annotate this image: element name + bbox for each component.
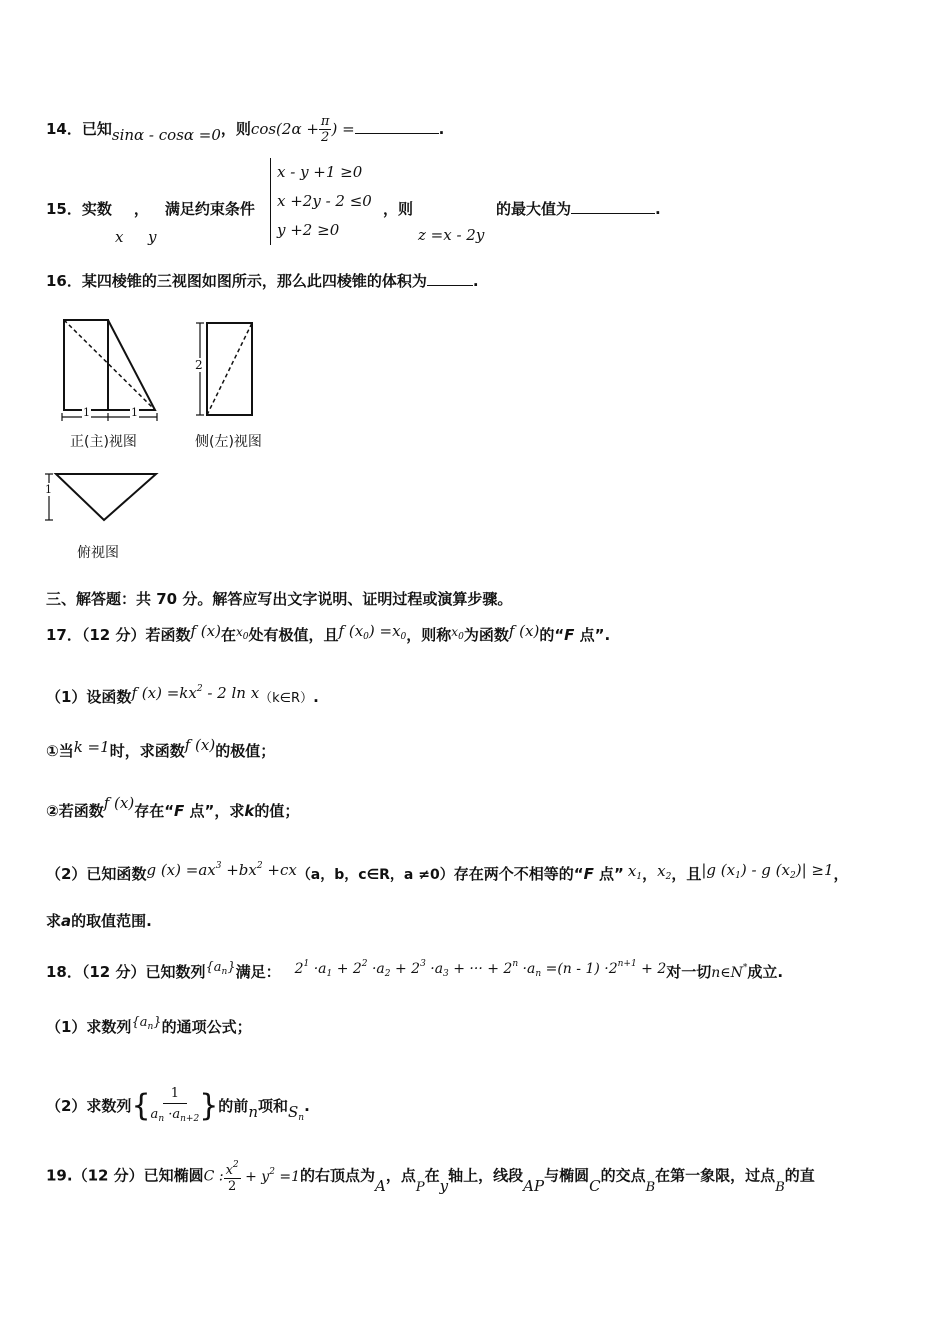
q17-p3: 处有极值，且 xyxy=(248,626,339,644)
q17-c2-b: 存在“ xyxy=(134,802,175,820)
q15-target: z =x - 2y xyxy=(418,226,485,244)
q17-s2-domain: （a，b，c∈R，a ≠0） xyxy=(296,867,454,883)
q15-tail-line xyxy=(496,198,661,220)
q19-p7: 的交点 xyxy=(600,1166,646,1185)
q17-c1-a: ①当 xyxy=(46,742,74,760)
q17-c2-fx: f (x) xyxy=(103,794,135,812)
q17-s2-a-var: a xyxy=(61,912,72,930)
q18-s2-frac xyxy=(151,1086,200,1127)
q14-mid: ，则 xyxy=(220,120,251,138)
q18-s1-b: 的通项公式； xyxy=(161,1018,252,1036)
q19-line xyxy=(46,1158,815,1194)
q15-end: . xyxy=(655,200,661,218)
q17-sub2-line: （2）已知函数g $(x) =ax^3 +bx^2 +cx(a$，b，c∈R，a ≠0）存在两个不相等的“F 点” $x_1$，$x_2$，且|g $(x_1)$ - g $(x_2)| \ge 1$， xyxy=(46,861,849,883)
q17-c1-fx: f (x) xyxy=(184,736,216,754)
q15-mid: 满足约束条件 xyxy=(164,200,255,218)
q19-A: A xyxy=(375,1176,386,1195)
q17-p6: 的“ xyxy=(539,626,565,644)
q18-sub2-line: （2）求数列{ $\frac{1}{a_n \cdot a_{n+2}}$ }的前n项和$S_n$. xyxy=(46,1086,310,1127)
q18-p3: 对一切 xyxy=(666,963,712,981)
q17-F: F xyxy=(564,626,575,644)
q18-sub1-line xyxy=(46,1016,252,1044)
q14-expr-b: ) = xyxy=(331,120,355,138)
q18-s2-num: 1 xyxy=(163,1086,187,1104)
q18-s2-S: $S_n$ xyxy=(288,1103,305,1123)
front-view-figure xyxy=(55,315,165,425)
q17-p5: 为函数 xyxy=(463,626,509,644)
q15-constraint-1: x - y +1 ≥0 xyxy=(277,163,363,181)
top-view-triangle xyxy=(56,474,156,520)
q17-fx-b: f (x) xyxy=(508,622,540,640)
q18-equation: $2^1 \cdot a_1 + 2^2 \cdot a_2 + 2^3 \cdot a_3$ + ··· + $2^n \cdot a_n =(n - 1) \cdot 2^{n+1} + 2$ xyxy=(294,959,667,979)
q18-s2-den: $a_n \cdot a_{n+2}$ xyxy=(150,1107,200,1124)
front-dim-2: 1 xyxy=(131,406,138,419)
q17-c2-a: ②若函数 xyxy=(46,802,104,820)
q14-condition: sinα - cosα =0 xyxy=(111,126,221,144)
q17-s2-F: F xyxy=(583,865,594,883)
q19-p9: 的直 xyxy=(784,1166,815,1185)
q17-c2-F: F xyxy=(174,802,185,820)
q15-sep: ， xyxy=(133,200,149,218)
top-view-caption: 俯视图 xyxy=(77,545,119,561)
side-dim: 2 xyxy=(195,358,203,372)
q19-AP: AP xyxy=(523,1176,545,1195)
q17-s2-f: ，且 xyxy=(671,865,702,883)
q17-s2-x1: $x_1$ xyxy=(627,862,643,882)
q15-line xyxy=(46,198,255,220)
q15-var-x: x xyxy=(115,228,124,246)
q17-fx: f (x) xyxy=(190,622,221,640)
q19-P: P xyxy=(415,1179,425,1195)
q17-sub2-line2 xyxy=(46,910,152,932)
q17-case2-line xyxy=(46,794,300,822)
q18-p1: 18．（12 分）已知数列 xyxy=(46,963,206,981)
q18-s2-c: 项和 xyxy=(257,1097,288,1115)
q19-C: C : xyxy=(203,1168,224,1185)
q17-p4: ，则称 xyxy=(406,626,452,644)
q17-s2-func: g $(x) =ax^3 +bx^2 +cx$ xyxy=(146,861,297,879)
q19-p8: 在第一象限，过点 xyxy=(655,1166,776,1185)
q17-c1-c: 的极值； xyxy=(215,742,276,760)
q17-c2-k: k xyxy=(244,802,255,820)
q17-s2-x2: $x_2$ xyxy=(657,862,672,882)
q14-line xyxy=(46,114,444,145)
q19-B: B xyxy=(645,1179,656,1195)
q17-c1-k: k =1 xyxy=(73,738,110,756)
side-view-hidden-edge xyxy=(207,323,252,415)
q19-p6: 与椭圆 xyxy=(544,1166,590,1185)
top-dim: 1 xyxy=(45,483,52,496)
q14-answer-blank xyxy=(355,133,439,134)
q17-s2-abs: |g $(x_1)$ - g $(x_2)| \ge 1$ xyxy=(701,861,834,881)
q17-s2-l2-a: 求 xyxy=(46,912,62,930)
q18-s2-n: n xyxy=(248,1103,258,1121)
q15-tail: 的最大值为 xyxy=(496,200,572,218)
q17-p1: 17．（12 分）若函数 xyxy=(46,626,191,644)
q16-line xyxy=(46,270,479,292)
q17-c2-d: 的值； xyxy=(254,802,300,820)
q18-an: $\{a_n\}$ xyxy=(205,960,236,977)
front-view-hidden-edge xyxy=(64,320,155,410)
q17-s2-e: 点” xyxy=(593,865,624,883)
q19-Y: y xyxy=(439,1176,449,1195)
q16-text: 16．某四棱锥的三视图如图所示，那么此四棱锥的体积为 xyxy=(46,272,427,290)
q14-expr-a: cos(2α + xyxy=(250,120,319,138)
q16-end: . xyxy=(472,272,479,290)
front-view-triangle xyxy=(108,320,155,410)
front-view-caption: 正(主)视图 xyxy=(70,434,137,450)
q18-nset: n∈N* xyxy=(711,963,748,981)
front-view-rect xyxy=(64,320,108,410)
q17-sub1-line xyxy=(46,682,319,710)
q15-prefix: 15．实数 xyxy=(46,200,112,218)
q17-s2-a: （2）已知函数 xyxy=(46,865,147,883)
q17-x0: x0 xyxy=(235,625,249,642)
q14-two: 2 xyxy=(321,130,330,145)
q15-constraint-3: y +2 ≥0 xyxy=(277,221,340,239)
q18-s1-an: $\{a_n\}$ xyxy=(131,1015,162,1032)
q19-p4: 在 xyxy=(424,1166,440,1185)
q17-line xyxy=(46,624,610,652)
q18-s2-end: . xyxy=(304,1097,310,1115)
q19-C2: C xyxy=(589,1176,601,1195)
q19-p3: ，点 xyxy=(385,1166,416,1185)
front-dim-1: 1 xyxy=(83,406,90,419)
q17-p7: 点”. xyxy=(574,626,611,644)
q17-s2-end: ， xyxy=(833,865,849,883)
q19-x2: $x^2$ xyxy=(225,1160,239,1178)
q17-s2-d: 存在两个不相等的“ xyxy=(453,865,584,883)
q19-p1: 19.（12 分）已知椭圆 xyxy=(46,1166,204,1185)
q19-B2: B xyxy=(775,1179,785,1195)
q17-s2-l2-b: 的取值范围. xyxy=(71,912,152,930)
q14-end: . xyxy=(438,120,445,138)
q14-prefix: 14．已知 xyxy=(46,120,112,138)
q18-s2-a: （2）求数列 xyxy=(46,1097,132,1115)
q17-s1-domain: （k∈R） xyxy=(259,691,314,706)
section-3-heading: 三、解答题：共 70 分。解答应写出文字说明、证明过程或演算步骤。 xyxy=(46,590,513,608)
q18-p2: 满足： xyxy=(235,963,281,981)
q15-answer-blank xyxy=(571,213,655,214)
side-view-caption: 侧(左)视图 xyxy=(195,434,262,450)
q19-frac xyxy=(224,1158,241,1194)
q16-answer-blank xyxy=(427,285,473,286)
q15-var-y: y xyxy=(148,228,157,246)
q18-s1-a: （1）求数列 xyxy=(46,1018,132,1036)
q14-pi: π xyxy=(320,114,330,129)
q17-s1-a: （1）设函数 xyxy=(46,688,132,706)
q15-then: ，则 xyxy=(383,200,414,218)
q18-line xyxy=(46,957,783,989)
q14-pi-over-2 xyxy=(319,114,332,145)
q17-cond: f $(x_0) =x_0$ xyxy=(338,622,407,642)
q19-two: 2 xyxy=(227,1179,237,1194)
q19-p2: 的右顶点为 xyxy=(300,1166,376,1185)
top-view-figure xyxy=(40,468,162,526)
q17-c2-c: 点”，求 xyxy=(184,802,245,820)
q17-p2: 在 xyxy=(220,626,236,644)
q18-p4: 成立. xyxy=(747,963,784,981)
q19-p5: 轴上，线段 xyxy=(448,1166,524,1185)
q17-c1-b: 时，求函数 xyxy=(109,742,185,760)
q19-rest: + $y^2 =1$ xyxy=(240,1166,301,1185)
q17-s1-end: . xyxy=(313,688,319,706)
q15-constraint-2: x +2y - 2 ≤0 xyxy=(277,192,372,210)
q15-constraint-system xyxy=(270,158,372,245)
q17-s1-func: f $(x) =kx^2 - 2$ ln x xyxy=(131,684,260,702)
q17-case1-line xyxy=(46,736,276,762)
q18-s2-b: 的前 xyxy=(218,1097,249,1115)
q17-x0b: x0 xyxy=(451,625,464,642)
